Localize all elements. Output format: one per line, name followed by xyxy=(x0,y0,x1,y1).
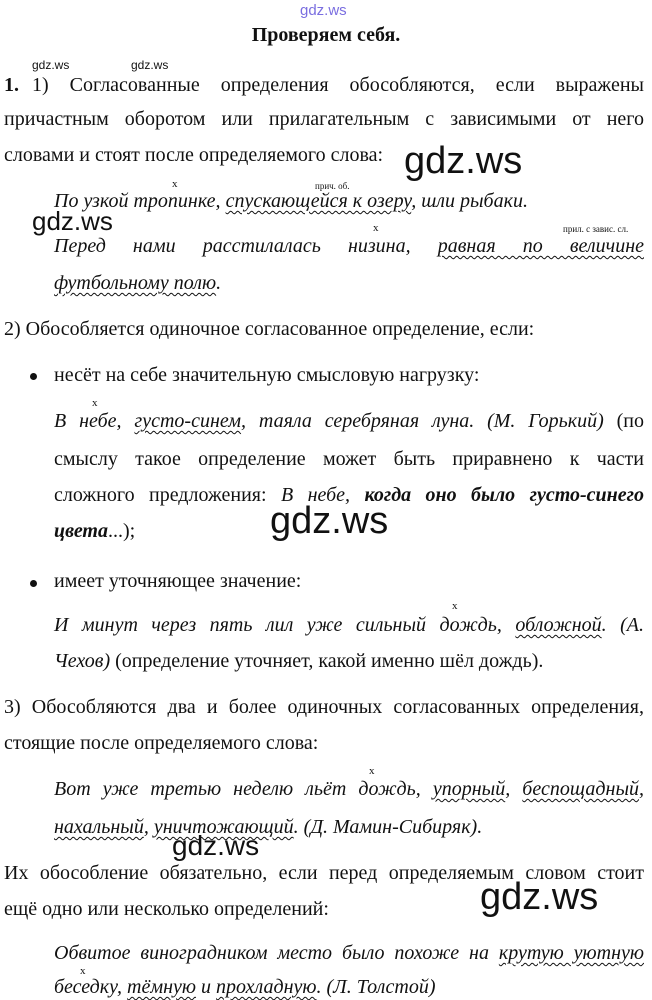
p3-ex1-e: , xyxy=(639,778,645,800)
p2-ex2-c: . (А. xyxy=(601,614,644,636)
watermark-large-5: gdz.ws xyxy=(480,876,599,918)
p2-line-2: смыслу такое определение может быть приравнено к части xyxy=(54,448,644,470)
bullet-2 xyxy=(30,580,37,587)
p1-ex1-b: спускающейся к озеру xyxy=(225,190,412,212)
p2-ex2-b: обложной xyxy=(515,614,602,636)
watermark-large-1: gdz.ws xyxy=(404,140,523,182)
watermark-large-4: gdz.ws xyxy=(172,830,260,861)
p3-ex1-a: Вот уже третью неделю льёт дождь, xyxy=(54,778,433,800)
mark-pril-zavis: прил. с завис. сл. xyxy=(563,224,629,234)
p1-ex2-a: Перед нами расстилалась низина, xyxy=(54,235,438,257)
p2-ex2-d: Чехов) xyxy=(54,650,111,672)
p1-ex2-c: футбольному полю xyxy=(54,272,217,294)
p2-ex2-e: (определение уточняет, какой именно шёл дождь). xyxy=(110,650,544,672)
p3-ex2-a: Обвитое виноградником место было похоже на xyxy=(54,942,499,964)
p3-ex2-e: и xyxy=(196,976,217,998)
p2-ex1-b: густо-синем xyxy=(134,410,242,432)
p2-example-1 xyxy=(54,408,644,434)
p2-line-1: 2) Обособляется одиночное согласованное определение, если: xyxy=(4,318,535,340)
p2-l4-b: ...); xyxy=(107,520,136,542)
p1-line-1: 1) Согласованные определения обособляются, если выражены xyxy=(32,74,644,96)
mark-prich-ob: прич. об. xyxy=(315,181,350,191)
p3-ex2-b: крутую уютную xyxy=(498,942,644,964)
mark-x-3: x xyxy=(92,397,98,409)
p3-ex1-i: . (Д. Мамин-Сибиряк). xyxy=(293,816,483,838)
p3-example-2-cont xyxy=(54,974,652,1000)
p3-ex1-c: , xyxy=(505,778,523,800)
p2-ex1-a: В небе, xyxy=(54,410,135,432)
p2-bullet-1: несёт на себе значительную смысловую нагрузку: xyxy=(54,364,480,386)
task-number: 1. xyxy=(4,74,19,96)
p2-l3-c: когда оно было густо-синего xyxy=(364,484,645,506)
watermark-small-2: gdz.ws xyxy=(131,58,169,72)
p3-example-1-cont xyxy=(54,814,652,840)
p3-line-2: стоящие после определяемого слова: xyxy=(4,732,319,754)
page-title: Проверяем себя. xyxy=(251,24,401,46)
p3-ex1-h: уничтожающий xyxy=(153,816,294,838)
p2-ex1-d: (по xyxy=(603,410,644,432)
p1-line-2: причастным оборотом или прилагательным с зависимыми от него xyxy=(4,108,644,130)
p2-ex2-a: И минут через пять лил уже сильный дождь, xyxy=(54,614,516,636)
p3-example-1 xyxy=(54,776,644,802)
p3-ex2-d: тёмную xyxy=(127,976,197,998)
p3-ex2-g: . (Л. Толстой) xyxy=(316,976,436,998)
watermark-large-2: gdz.ws xyxy=(32,206,113,236)
mark-x-4: x xyxy=(452,600,458,612)
p1-example-2 xyxy=(54,233,644,259)
p1-ex1-a: По узкой тропинке, xyxy=(54,190,226,212)
p2-example-2-cont xyxy=(54,648,652,674)
p1-ex1-c: , шли рыбаки. xyxy=(411,190,528,212)
mark-x-2: x xyxy=(373,222,379,234)
mark-x-5: x xyxy=(369,765,375,777)
p1-line-3: словами и стоят после определяемого слова: xyxy=(4,144,384,166)
p1-ex2-b: равная по величине xyxy=(437,235,644,257)
p3-example-2 xyxy=(54,940,644,966)
p3-ex1-b: упорный xyxy=(432,778,506,800)
p1-example-1 xyxy=(54,188,652,214)
p2-ex1-c: , таяла серебряная луна. (М. Горький) xyxy=(241,410,604,432)
p3-line-4: ещё одно или несколько определений: xyxy=(4,898,329,920)
p2-example-2 xyxy=(54,612,644,638)
mark-x-6: x xyxy=(80,965,86,977)
p3-ex2-c: беседку, xyxy=(54,976,128,998)
watermark-large-3: gdz.ws xyxy=(270,500,389,542)
p2-l4-a: цвета xyxy=(54,520,108,542)
mark-x-1: x xyxy=(172,178,178,190)
p3-ex1-d: беспощадный xyxy=(522,778,640,800)
p3-ex2-f: прохладную xyxy=(216,976,317,998)
p2-l3-b: В небе, xyxy=(280,484,365,506)
watermark-small-1: gdz.ws xyxy=(32,58,70,72)
p3-ex1-g: , xyxy=(143,816,154,838)
p1-example-2-cont xyxy=(54,270,652,296)
p3-line-1: 3) Обособляются два и более одиночных согласованных определения, xyxy=(4,696,644,718)
p2-l3-a: сложного предложения: xyxy=(54,484,281,506)
p2-bullet-2: имеет уточняющее значение: xyxy=(54,570,302,592)
bullet-1 xyxy=(30,373,37,380)
p1-ex2-d: . xyxy=(216,272,222,294)
p3-ex1-f: нахальный xyxy=(54,816,144,838)
p3-line-3: Их обособление обязательно, если перед определяемым словом стоит xyxy=(4,862,644,884)
watermark-top: gdz.ws xyxy=(300,2,347,19)
